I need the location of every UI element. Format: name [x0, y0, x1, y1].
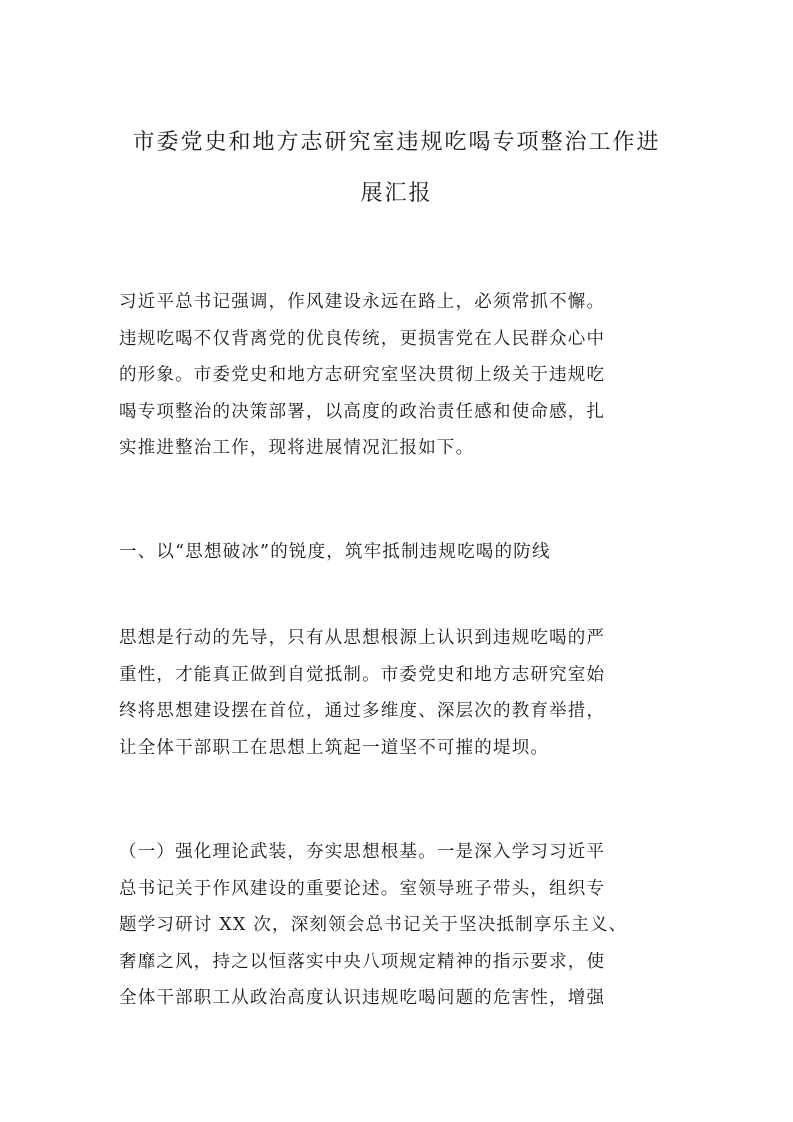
- document-title-line-1: 市委党史和地方志研究室违规吃喝专项整治工作进: [132, 130, 661, 155]
- subsection-1-line: 题学习研讨 XX 次，深刻领会总书记关于坚决抵制享乐主义、: [119, 915, 628, 935]
- subsection-1-line: 总书记关于作风建设的重要论述。室领导班子带头，组织专: [119, 878, 606, 899]
- document-title-line-2: 展汇报: [360, 181, 433, 206]
- section-1-line: 重性，才能真正做到自觉抵制。市委党史和地方志研究室始: [119, 664, 606, 685]
- intro-line: 违规吃喝不仅背离党的优良传统，更损害党在人民群众心中: [119, 328, 606, 349]
- intro-line: 实推进整治工作，现将进展情况汇报如下。: [119, 438, 475, 458]
- intro-line: 喝专项整治的决策部署，以高度的政治责任感和使命感，扎: [119, 401, 606, 422]
- subsection-1-line: （一）强化理论武装，夯实思想根基。一是深入学习习近平: [119, 842, 606, 862]
- subsection-1-paragraph: [119, 834, 679, 1017]
- intro-paragraph: [119, 284, 679, 467]
- section-heading-1: [119, 534, 679, 571]
- section-1-line: 让全体干部职工在思想上筑起一道坚不可摧的堤坝。: [119, 737, 550, 758]
- subsection-1-line: 全体干部职工从政治高度认识违规吃喝问题的危害性，增强: [119, 988, 606, 1008]
- subsection-1-line: 奢靡之风，持之以恒落实中央八项规定精神的指示要求，使: [119, 951, 606, 972]
- section-1-line: 思想是行动的先导，只有从思想根源上认识到违规吃喝的严: [119, 628, 606, 648]
- intro-line: 的形象。市委党史和地方志研究室坚决贯彻上级关于违规吃: [119, 365, 606, 385]
- section-1-line: 终将思想建设摆在首位，通过多维度、深层次的教育举措，: [119, 701, 606, 721]
- intro-line: 习近平总书记强调，作风建设永远在路上，必须常抓不懈。: [119, 292, 606, 312]
- section-heading-text: 一、以“思想破冰”的锐度，筑牢抵制违规吃喝的防线: [119, 542, 551, 562]
- section-1-paragraph: [119, 620, 679, 766]
